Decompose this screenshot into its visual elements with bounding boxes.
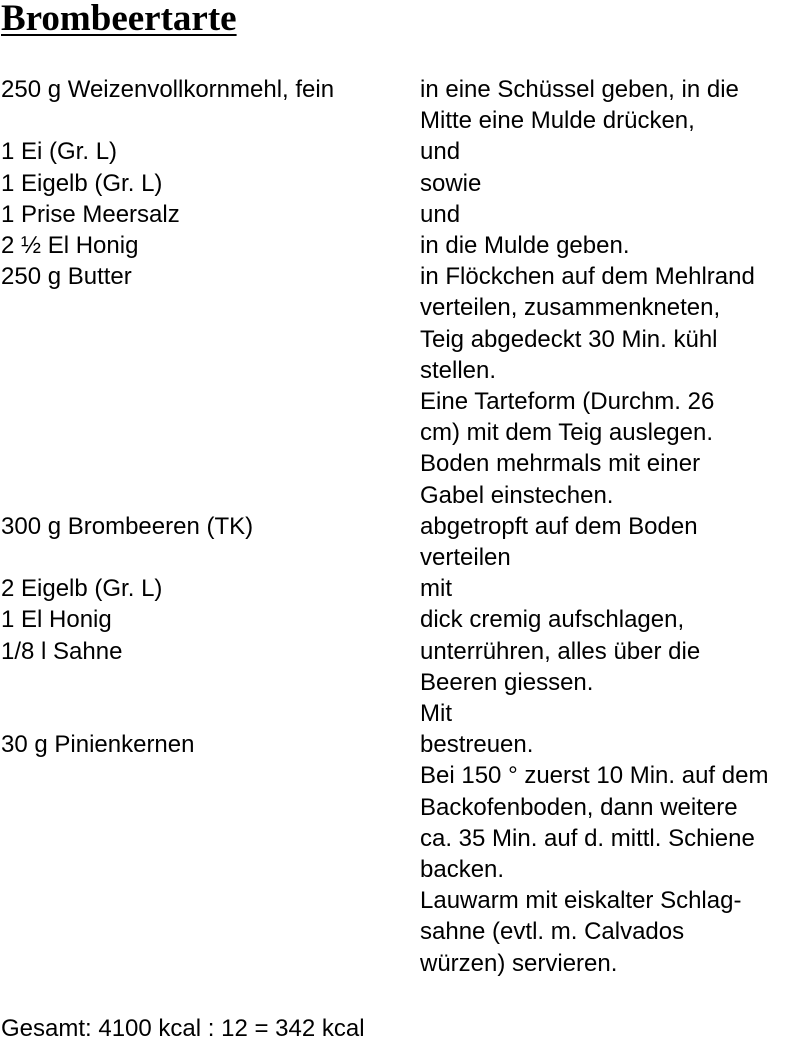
recipe-step	[0, 74, 804, 136]
instruction: in Flöckchen auf dem Mehlrand verteilen, zusammenkneten, Teig abgedeckt 30 Min. kühl stellen. Eine Tarteform (Durchm. 26 cm) mit dem Teig auslegen. Boden mehrmals mit einer Gabel einstechen.	[420, 263, 755, 509]
recipe-step	[0, 230, 804, 261]
instruction: sowie	[420, 169, 482, 197]
ingredient: 1 Eigelb (Gr. L)	[1, 169, 163, 197]
recipe-step	[0, 511, 804, 573]
recipe-step	[0, 136, 804, 167]
recipe-step	[0, 168, 804, 199]
ingredient: 300 g Brombeeren (TK)	[1, 512, 254, 540]
recipe-step	[0, 636, 804, 730]
ingredient: 2 Eigelb (Gr. L)	[1, 575, 163, 603]
ingredient: 1 El Honig	[1, 606, 112, 634]
instruction: und	[420, 138, 461, 166]
recipe-steps	[0, 74, 804, 979]
instruction: in eine Schüssel geben, in die Mitte eine Mulde drücken,	[420, 76, 739, 135]
ingredient: 2 ½ El Honig	[1, 232, 139, 260]
ingredient: 1/8 l Sahne	[1, 637, 123, 665]
instruction: abgetropft auf dem Boden verteilen	[420, 512, 698, 572]
ingredient: 1 Prise Meersalz	[1, 200, 180, 228]
calorie-total: Gesamt: 4100 kcal : 12 = 342 kcal	[1, 1015, 365, 1042]
ingredient: 250 g Weizenvollkornmehl, fein	[1, 76, 335, 103]
ingredient: 250 g Butter	[1, 263, 132, 291]
instruction: in die Mulde geben.	[420, 232, 630, 260]
instruction: unterrühren, alles über die Beeren giessen. Mit	[420, 637, 701, 728]
recipe-title: Brombeertarte	[1, 0, 237, 39]
recipe-step	[0, 729, 804, 979]
recipe-step	[0, 261, 804, 511]
recipe-step	[0, 199, 804, 230]
instruction: und	[420, 200, 461, 228]
ingredient: 30 g Pinienkernen	[1, 731, 195, 759]
ingredient: 1 Ei (Gr. L)	[1, 138, 118, 166]
instruction: mit	[420, 575, 452, 603]
instruction: dick cremig aufschlagen,	[420, 606, 685, 634]
instruction: bestreuen. Bei 150 ° zuerst 10 Min. auf dem Backofenboden, dann weitere ca. 35 Min. auf d. mittl. Schiene backen. Lauwarm mit eiskalter Schlag- sahne (evtl. m. Calvados würzen) servieren.	[420, 731, 769, 977]
recipe-step	[0, 573, 804, 604]
recipe-step	[0, 604, 804, 635]
